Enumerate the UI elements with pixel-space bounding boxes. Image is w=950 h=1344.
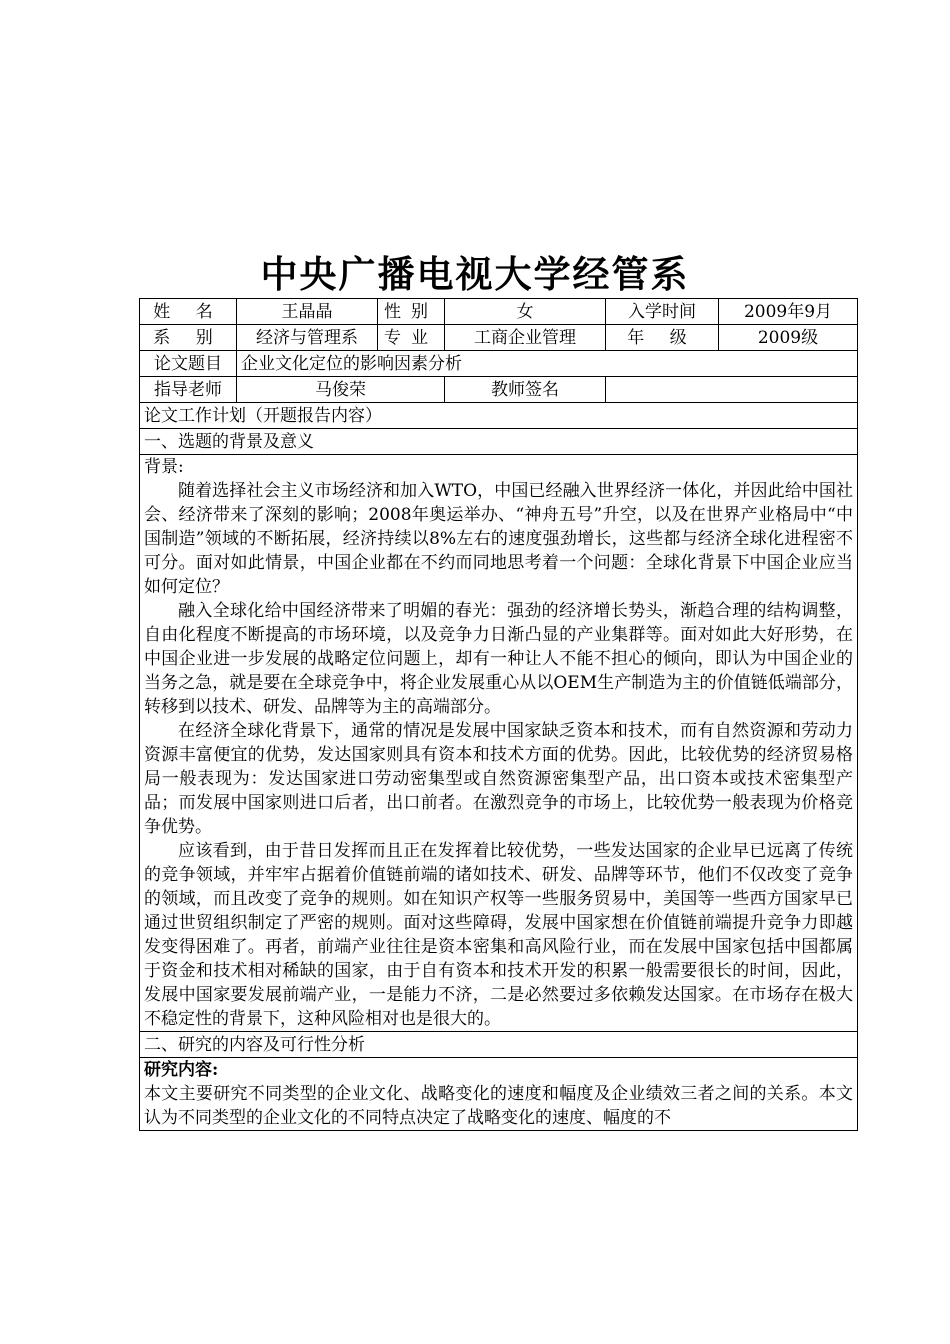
department-value: 经济与管理系 <box>237 325 378 351</box>
advisor-value: 马俊荣 <box>237 377 445 403</box>
background-paragraph: 融入全球化给中国经济带来了明媚的春光：强劲的经济增长势头，渐趋合理的结构调整，自由化程度不断提高的市场环境，以及竞争力日渐凸显的产业集群等。面对如此大好形势，在中国企业进一步发展的战略定位问题上，却有一种让人不能不担心的倾向，即认为中国企业的当务之急，就是要在全球竞争中，将企业发展重心从以OEM生产制造为主的价值链低端部分，转移到以技术、研发、品牌等为主的高端部分。 <box>144 601 853 717</box>
plan-header-row <box>140 403 858 429</box>
section2-body-row <box>140 1058 858 1131</box>
plan-header: 论文工作计划（开题报告内容） <box>140 403 858 429</box>
section1-subtitle: 背景: <box>144 457 184 477</box>
enroll-time-label: 入学时间 <box>606 299 719 325</box>
teacher-signature-label: 教师签名 <box>445 377 606 403</box>
background-paragraph: 应该看到，由于昔日发挥而且正在发挥着比较优势，一些发达国家的企业早已远离了传统的竞争领域，并牢牢占据着价值链前端的诸如技术、研发、品牌等环节，他们不仅改变了竞争的领域，而且改变了竞争的规则。如在知识产权等一些服务贸易中，美国等一些西方国家早已通过世贸组织制定了严密的规则。面对这些障碍，发展中国家想在价值链前端提升竞争力即越发变得困难了。再者，前端产业往往是资本密集和高风险行业，而在发展中国家包括中国都属于资金和技术相对稀缺的国家，由于自有资本和技术开发的积累一般需要很长的时间，因此，发展中国家要发展前端产业，一是能力不济，二是必然要过多依赖发达国家。在市场存在极大不稳定性的背景下，这种风险相对也是很大的。 <box>144 841 853 1029</box>
advisor-label: 指导老师 <box>140 377 237 403</box>
department-label: 系 别 <box>140 325 237 351</box>
section2-title: 二、研究的内容及可行性分析 <box>140 1032 858 1058</box>
grade-label: 年 级 <box>606 325 719 351</box>
student-info-row <box>140 299 858 325</box>
advisor-row <box>140 377 858 403</box>
section2-body <box>140 1058 858 1131</box>
major-value: 工商企业管理 <box>445 325 606 351</box>
section1-body <box>140 455 858 1032</box>
section1-body-row <box>140 455 858 1032</box>
section1-title: 一、选题的背景及意义 <box>140 429 858 455</box>
department-row <box>140 325 858 351</box>
section2-title-row <box>140 1032 858 1058</box>
background-paragraph: 随着选择社会主义市场经济和加入WTO，中国已经融入世界经济一体化，并因此给中国社会、经济带来了深刻的影响；2008年奥运举办、“神舟五号”升空，以及在世界产业格局中“中国制造”领域的不断拓展，经济持续以8%左右的速度强劲增长，这些都与经济全球化进程密不可分。面对如此情景，中国企业都在不约而同地思考着一个问题：全球化背景下中国企业应当如何定位？ <box>144 481 853 597</box>
name-label: 姓 名 <box>140 299 237 325</box>
gender-value: 女 <box>445 299 606 325</box>
teacher-signature-value <box>606 377 858 403</box>
section2-subtitle: 研究内容: <box>144 1060 219 1080</box>
thesis-topic-label: 论文题目 <box>140 351 237 377</box>
proposal-form-table <box>139 298 858 1131</box>
page-title: 中央广播电视大学经管系 <box>260 252 690 296</box>
grade-value: 2009级 <box>719 325 858 351</box>
major-label: 专业 <box>378 325 445 351</box>
name-value: 王晶晶 <box>237 299 378 325</box>
thesis-topic-value: 企业文化定位的影响因素分析 <box>237 351 858 377</box>
thesis-topic-row <box>140 351 858 377</box>
section1-title-row <box>140 429 858 455</box>
gender-label: 性别 <box>378 299 445 325</box>
enroll-time-value: 2009年9月 <box>719 299 858 325</box>
research-content-paragraph: 本文主要研究不同类型的企业文化、战略变化的速度和幅度及企业绩效三者之间的关系。本文认为不同类型的企业文化的不同特点决定了战略变化的速度、幅度的不 <box>144 1084 853 1128</box>
background-paragraph: 在经济全球化背景下，通常的情况是发展中国家缺乏资本和技术，而有自然资源和劳动力资源丰富便宜的优势，发达国家则具有资本和技术方面的优势。因此，比较优势的经济贸易格局一般表现为：发达国家进口劳动密集型或自然资源密集型产品，出口资本或技术密集型产品；而发展中国家则进口后者，出口前者。在激烈竞争的市场上，比较优势一般表现为价格竞争优势。 <box>144 721 853 837</box>
